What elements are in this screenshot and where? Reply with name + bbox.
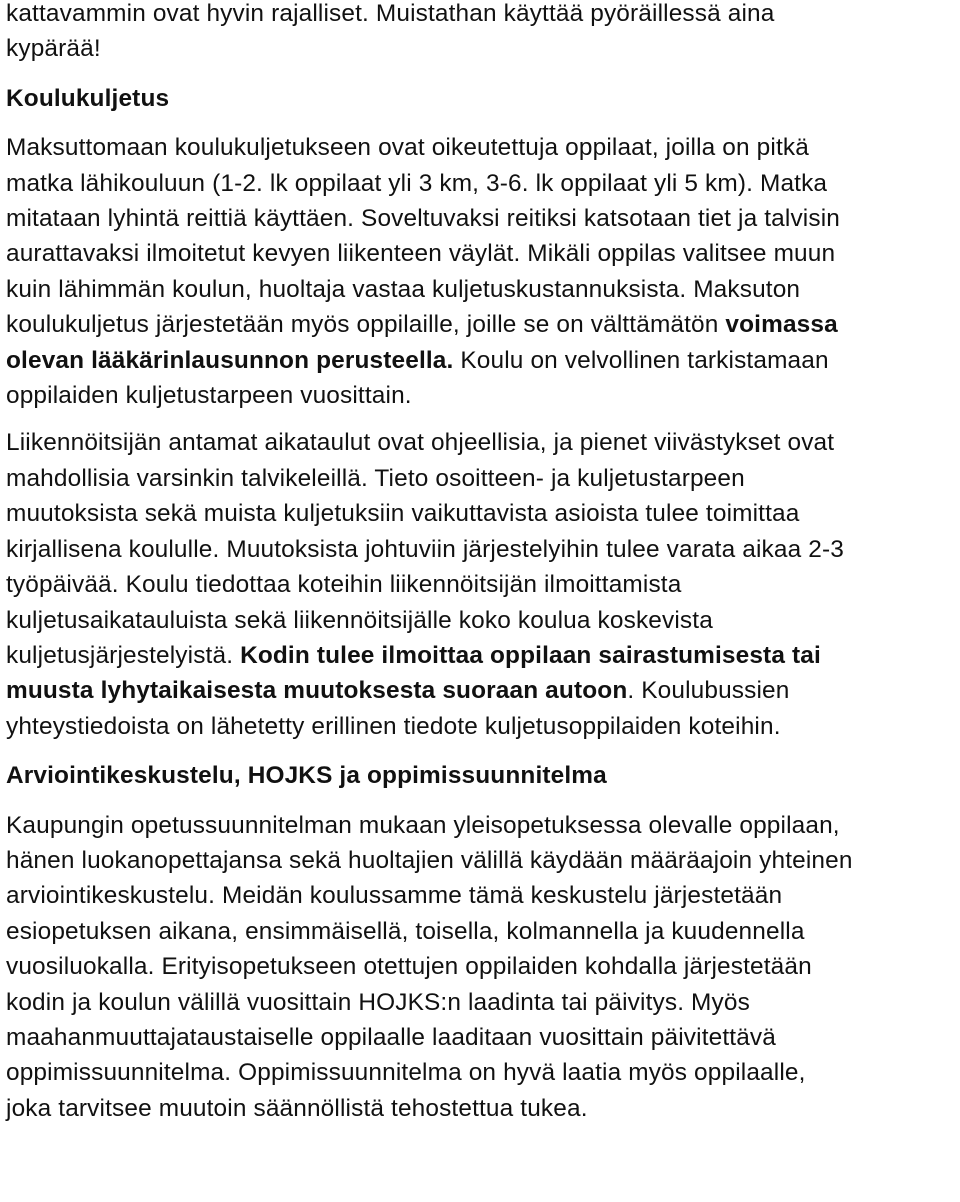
text-line: vuosiluokalla. Erityisopetukseen otettujen oppilaiden kohdalla järjestetään (6, 953, 812, 981)
liikennoitsija-paragraph (6, 425, 960, 744)
bold-text: muusta lyhytaikaisesta muutoksesta suoraan autoon (6, 677, 628, 705)
text-line: hänen luokanopettajansa sekä huoltajien välillä käydään määräajoin yhteinen (6, 846, 853, 874)
text-line: joka tarvitsee muutoin säännöllistä tehostettua tukea. (6, 1094, 588, 1122)
text-span: Koulu on velvollinen tarkistamaan (453, 346, 829, 374)
text-line: kodin ja koulun välillä vuosittain HOJKS:n laadinta tai päivitys. Myös (6, 988, 750, 1016)
text-line: oppilaiden kuljetustarpeen vuosittain. (6, 382, 412, 410)
text-line: mitataan lyhintä reittiä käyttäen. Soveltuvaksi reitiksi katsotaan tiet ja talvisin (6, 205, 840, 233)
section-heading-arviointikeskustelu: Arviointikeskustelu, HOJKS ja oppimissuunnitelma (6, 762, 607, 790)
text-span: koulukuljetus järjestetään myös oppilaille, joille se on välttämätön (6, 311, 726, 339)
text-line (6, 673, 960, 708)
text-line: arviointikeskustelu. Meidän koulussamme tämä keskustelu järjestetään (6, 882, 783, 910)
bold-text: Kodin tulee ilmoittaa oppilaan sairastumisesta tai (240, 641, 821, 669)
text-line (6, 343, 960, 378)
text-line: matka lähikouluun (1-2. lk oppilaat yli 3 km, 3-6. lk oppilaat yli 5 km). Matka (6, 169, 828, 197)
text-line: kuljetusaikatauluista sekä liikennöitsijälle koko koulua koskevista (6, 606, 713, 634)
koulukuljetus-paragraph (6, 130, 960, 413)
text-line: yhteystiedoista on lähetetty erillinen tiedote kuljetusoppilaiden koteihin. (6, 712, 781, 740)
text-line: oppimissuunnitelma. Oppimissuunnitelma on hyvä laatia myös oppilaalle, (6, 1059, 806, 1087)
text-line: kuin lähimmän koulun, huoltaja vastaa kuljetuskustannuksista. Maksuton (6, 275, 801, 303)
arviointi-paragraph (6, 808, 960, 1127)
text-span: kuljetusjärjestelyistä. (6, 641, 241, 669)
text-line: Kaupungin opetussuunnitelman mukaan yleisopetuksessa olevalle oppilaan, (6, 811, 840, 839)
text-line: aurattavaksi ilmoitetut kevyen liikenteen väylät. Mikäli oppilas valitsee muun (6, 240, 836, 268)
text-line (6, 638, 960, 673)
text-line: mahdollisia varsinkin talvikeleillä. Tieto osoitteen- ja kuljetustarpeen (6, 464, 745, 492)
text-line: Liikennöitsijän antamat aikataulut ovat ohjeellisia, ja pienet viivästykset ovat (6, 429, 835, 457)
text-line: esiopetuksen aikana, ensimmäisellä, toisella, kolmannella ja kuudennella (6, 917, 805, 945)
intro-paragraph (6, 0, 960, 67)
text-line: kattavammin ovat hyvin rajalliset. Muistathan käyttää pyöräillessä aina (6, 0, 775, 27)
text-line: muutoksista sekä muista kuljetuksiin vaikuttavista asioista tulee toimittaa (6, 500, 800, 528)
text-line: työpäivää. Koulu tiedottaa koteihin liikennöitsijän ilmoittamista (6, 571, 682, 599)
text-line: Maksuttomaan koulukuljetukseen ovat oikeutettuja oppilaat, joilla on pitkä (6, 134, 809, 162)
section-heading-koulukuljetus: Koulukuljetus (6, 84, 170, 112)
text-line: maahanmuuttajataustaiselle oppilaalle laaditaan vuosittain päivitettävä (6, 1023, 776, 1051)
text-line: kypärää! (6, 35, 101, 63)
text-line (6, 307, 960, 342)
bold-text: voimassa (725, 311, 838, 339)
text-line: kirjallisena koululle. Muutoksista johtuviin järjestelyihin tulee varata aikaa 2-3 (6, 535, 844, 563)
text-span: . Koulubussien (627, 677, 790, 705)
bold-text: olevan lääkärinlausunnon perusteella. (6, 346, 454, 374)
